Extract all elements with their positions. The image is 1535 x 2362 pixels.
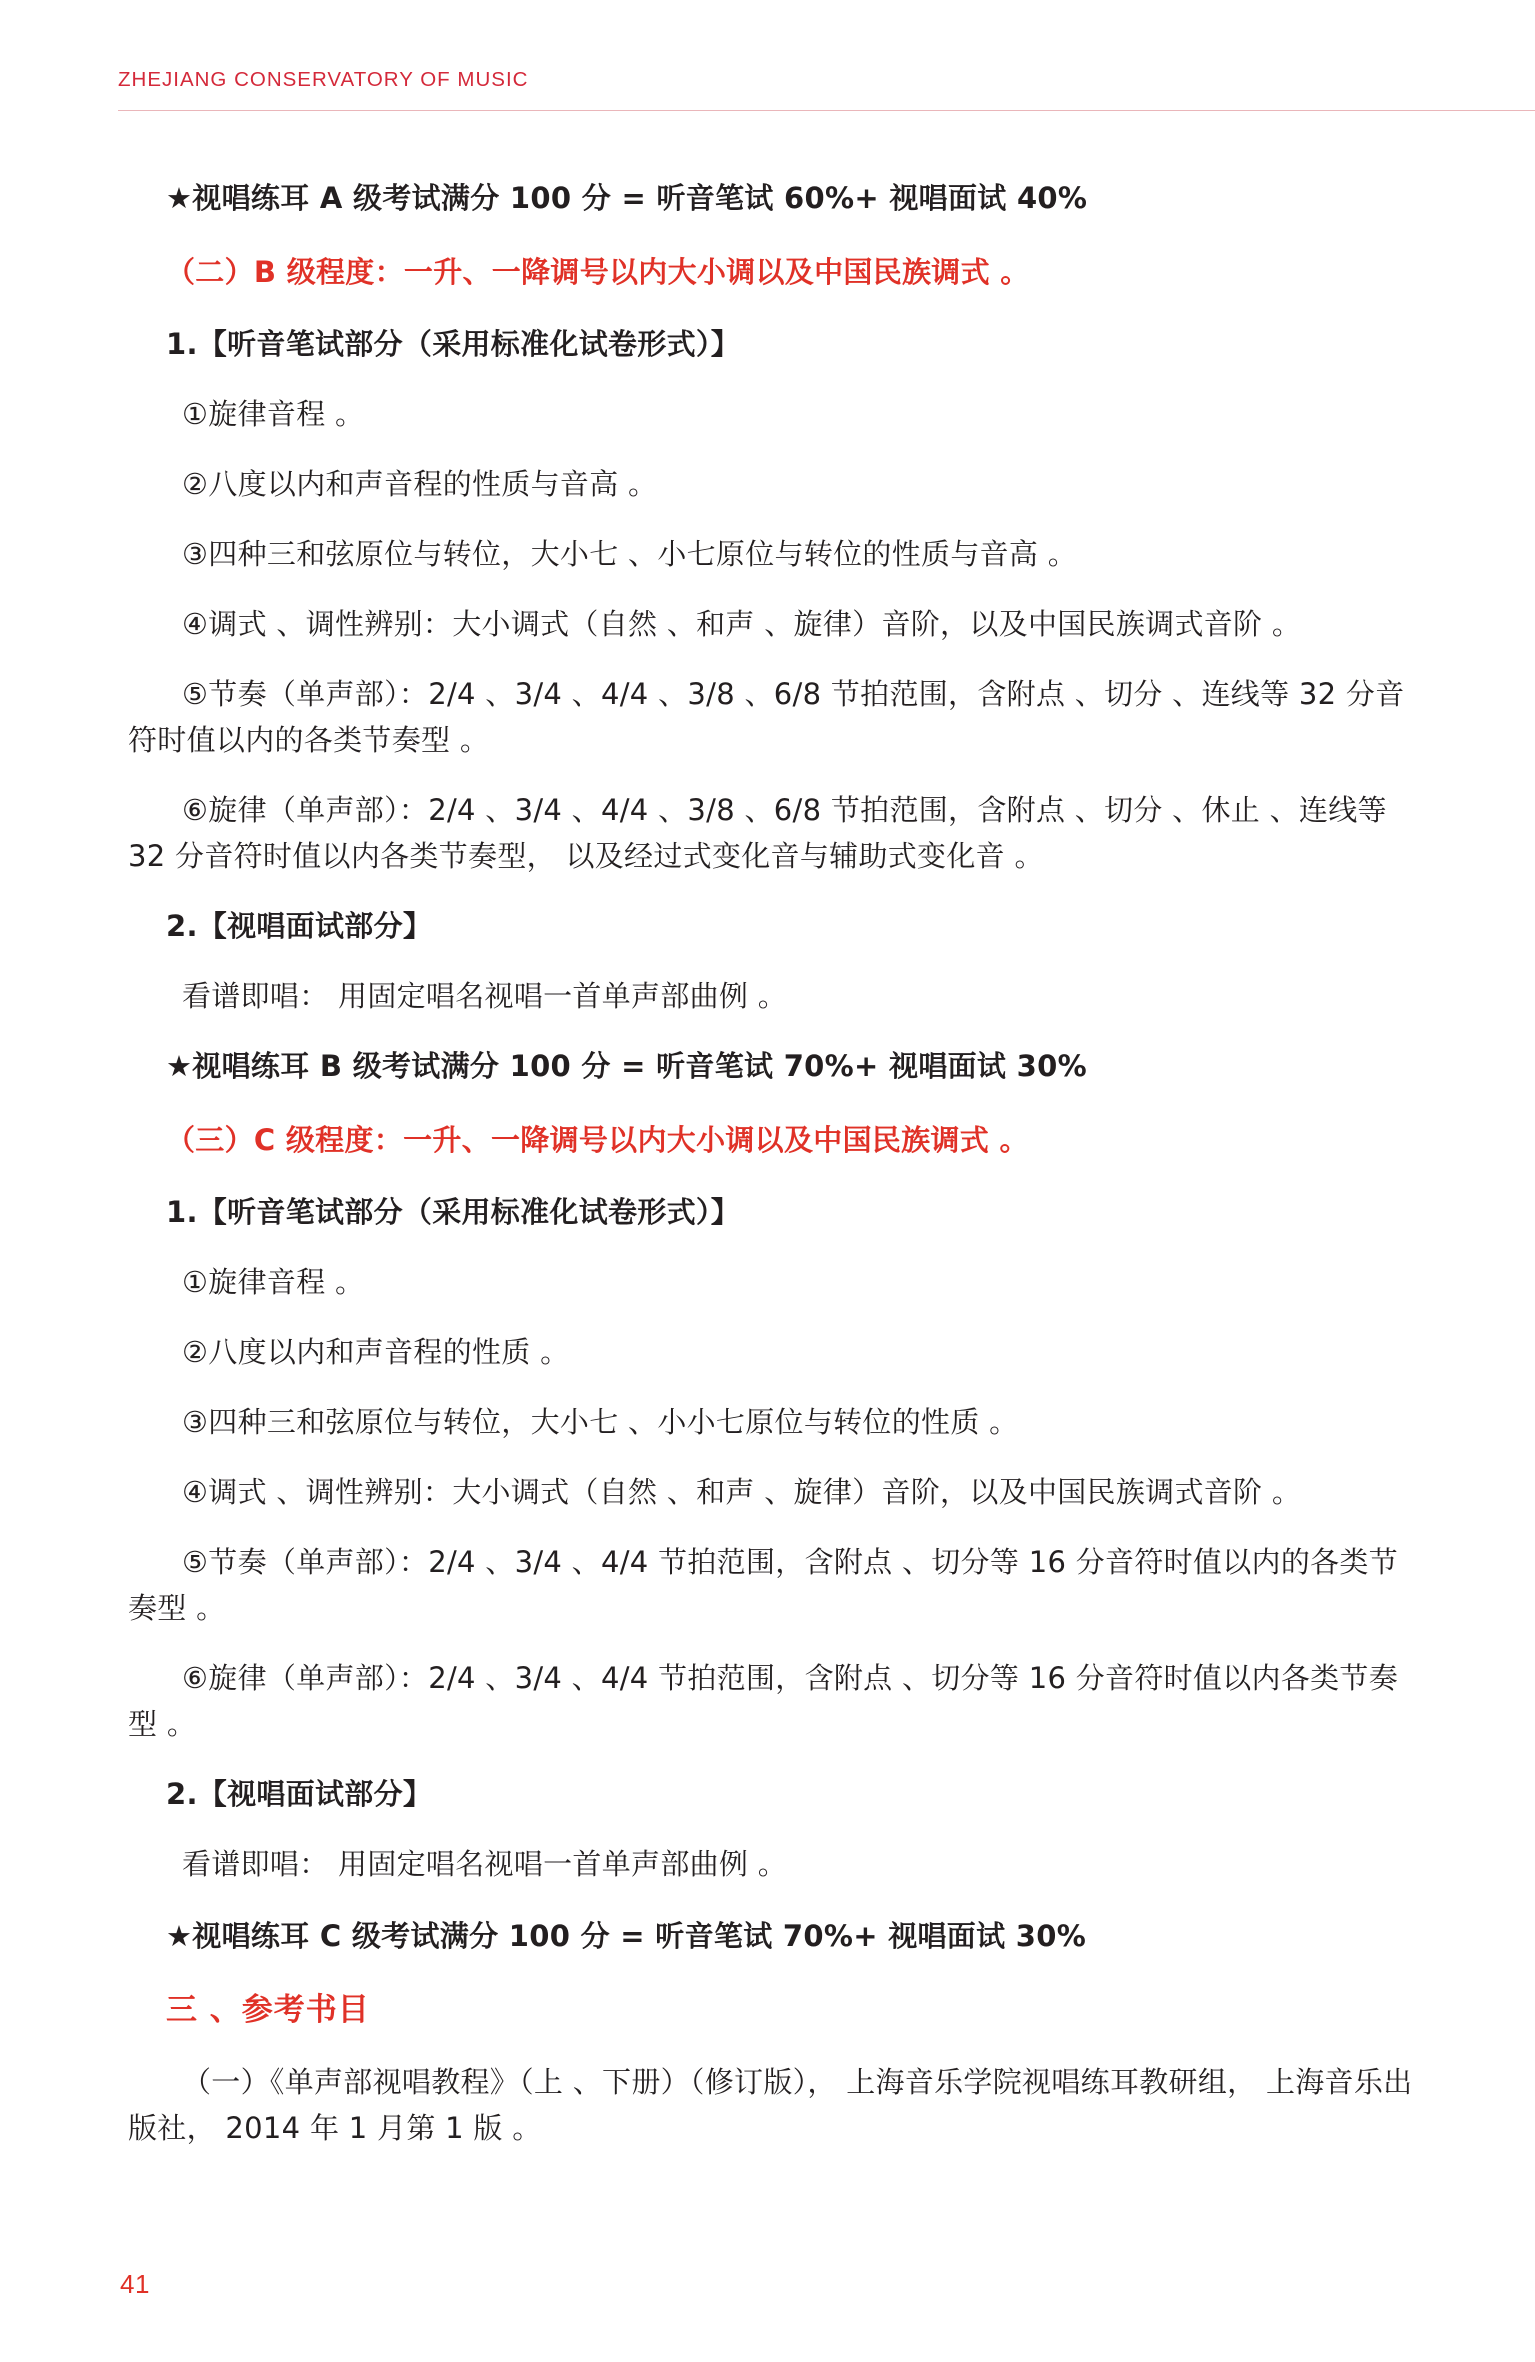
paragraph: （一）《单声部视唱教程》（上 、下册）（修订版）， 上海音乐学院视唱练耳教研组， 上海音乐出版社， 2014 年 1 月第 1 版 。 (128, 2065, 1413, 2145)
paragraph: （二）B 级程度：一升、一降调号以内大小调以及中国民族调式 。 (166, 255, 1030, 289)
paragraph: 1.【听音笔试部分（采用标准化试卷形式）】 (166, 1195, 740, 1229)
paragraph: （三）C 级程度：一升、一降调号以内大小调以及中国民族调式 。 (166, 1123, 1029, 1157)
page-header (118, 68, 1418, 92)
paragraph: ⑥旋律（单声部）：2/4 、3/4 、4/4 节拍范围，含附点 、切分等 16 分音符时值以内各类节奏型 。 (128, 1661, 1399, 1741)
paragraph: ④调式 、调性辨别：大小调式（自然 、和声 、旋律）音阶，以及中国民族调式音阶 。 (182, 607, 1302, 641)
page-number: 41 (120, 2269, 150, 2299)
paragraph: ★视唱练耳 C 级考试满分 100 分 = 听音笔试 70%+ 视唱面试 30% (166, 1919, 1087, 1953)
paragraph: ⑤节奏（单声部）：2/4 、3/4 、4/4 、3/8 、6/8 节拍范围，含附点 、切分 、连线等 32 分音符时值以内的各类节奏型 。 (128, 677, 1405, 757)
paragraph: 看谱即唱： 用固定唱名视唱一首单声部曲例 。 (182, 979, 788, 1013)
paragraph: 2.【视唱面试部分】 (166, 1777, 433, 1811)
paragraph: 2.【视唱面试部分】 (166, 909, 433, 943)
paragraph: ⑤节奏（单声部）：2/4 、3/4 、4/4 节拍范围，含附点 、切分等 16 分音符时值以内的各类节奏型 。 (128, 1545, 1399, 1625)
paragraph: ①旋律音程 。 (182, 1265, 365, 1299)
paragraph: ③四种三和弦原位与转位，大小七 、小小七原位与转位的性质 。 (182, 1405, 1019, 1439)
institution-name: ZHEJIANG CONSERVATORY OF MUSIC (118, 68, 529, 91)
paragraph: 1.【听音笔试部分（采用标准化试卷形式）】 (166, 327, 740, 361)
header-divider (118, 110, 1535, 111)
paragraph: ③四种三和弦原位与转位，大小七 、小七原位与转位的性质与音高 。 (182, 537, 1078, 571)
paragraph: ②八度以内和声音程的性质与音高 。 (182, 467, 658, 501)
paragraph: ①旋律音程 。 (182, 397, 365, 431)
paragraph: ★视唱练耳 A 级考试满分 100 分 = 听音笔试 60%+ 视唱面试 40% (166, 181, 1088, 215)
paragraph: 看谱即唱： 用固定唱名视唱一首单声部曲例 。 (182, 1847, 788, 1881)
paragraph: ⑥旋律（单声部）：2/4 、3/4 、4/4 、3/8 、6/8 节拍范围，含附点 、切分 、休止 、连线等 32 分音符时值以内各类节奏型， 以及经过式变化音与辅助式变化音 。 (128, 793, 1387, 873)
paragraph: 三 、参考书目 (166, 1992, 370, 2028)
paragraph: ②八度以内和声音程的性质 。 (182, 1335, 570, 1369)
paragraph: ★视唱练耳 B 级考试满分 100 分 = 听音笔试 70%+ 视唱面试 30% (166, 1049, 1087, 1083)
document-body (128, 175, 1418, 2175)
paragraph: ④调式 、调性辨别：大小调式（自然 、和声 、旋律）音阶，以及中国民族调式音阶 。 (182, 1475, 1302, 1509)
